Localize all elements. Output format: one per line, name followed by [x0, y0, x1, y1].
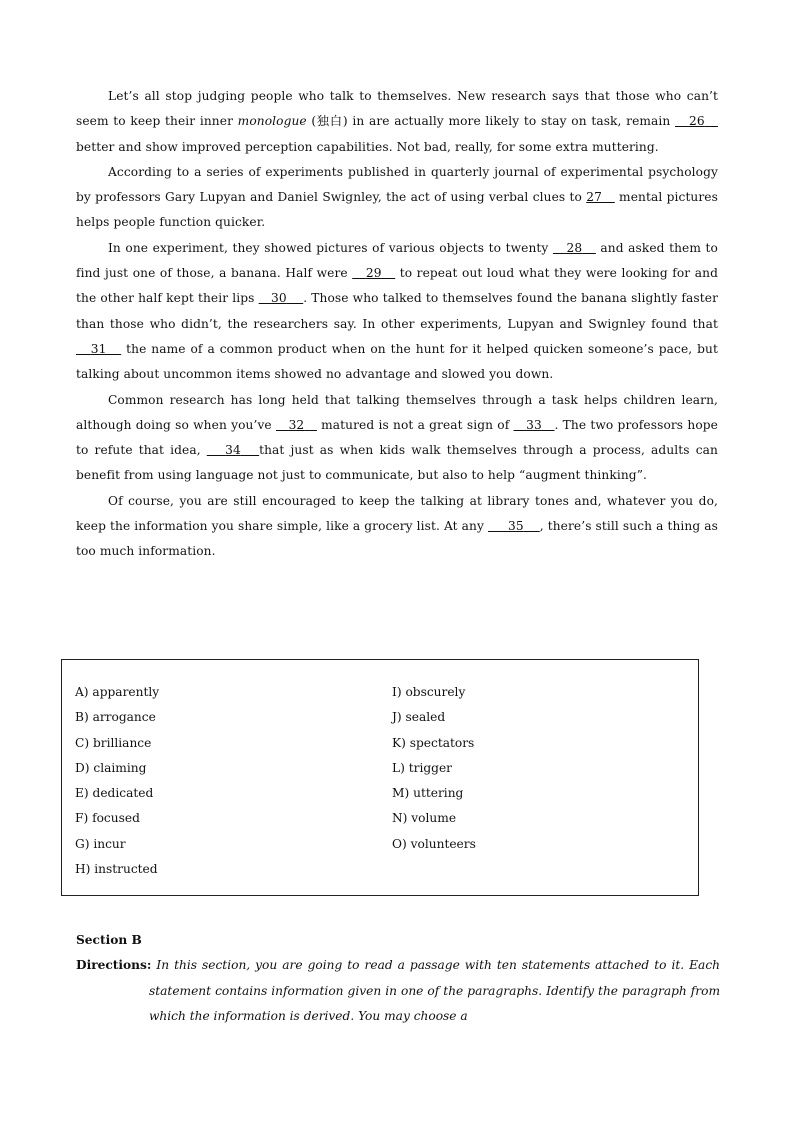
- paragraph-2: According to a series of experiments published in quarterly journal of experimental psychology by professors Gary Lupyan and Daniel Swignley, the act of using verbal clues to 27 mental pictures helps people function quicker.: [76, 164, 718, 230]
- italic-term: monologue: [237, 114, 307, 129]
- paragraph-5: Of course, you are still encouraged to keep the talking at library tones and, whatever you do, keep the information you share simple, like a grocery list. At any 35 , there’s still such a thing as too much information.: [76, 493, 718, 559]
- option-l[interactable]: L) trigger: [392, 760, 452, 775]
- section-b: [76, 928, 720, 1029]
- option-m[interactable]: M) uttering: [392, 786, 464, 801]
- blank-30[interactable]: 30: [271, 291, 287, 306]
- blank-27[interactable]: 27: [586, 190, 602, 205]
- section-b-directions: [76, 953, 720, 1029]
- word-bank-left-column: [75, 680, 159, 882]
- paragraph-3: In one experiment, they showed pictures of various objects to twenty 28 and asked them to find just one of those, a banana. Half were 29 to repeat out loud what they were looking for and the other half kept their lips 30 . Those who talked to themselves found the banana slightly faster than those who didn’t, the researchers say. In other experiments, Lupyan and Swignley found that 31 the name of a common product when on the hunt for it helped quicken someone’s pace, but talking about uncommon items showed no advantage and slowed you down.: [76, 240, 718, 382]
- paragraph-4: Common research has long held that talking themselves through a task helps children learn, although doing so when you’ve 32 matured is not a great sign of 33 . The two professors hope to refute that idea, 34 that just as when kids walk themselves through a process, adults can benefit from using language not just to communicate, but also to help “augment thinking”.: [76, 392, 718, 483]
- option-h[interactable]: H) instructed: [75, 862, 158, 877]
- option-d[interactable]: D) claiming: [75, 760, 147, 775]
- option-g[interactable]: G) incur: [75, 836, 126, 851]
- blank-29[interactable]: 29: [365, 266, 382, 281]
- blank-33[interactable]: 33: [526, 417, 542, 432]
- directions-text: In this section, you are going to read a passage with ten statements attached to it. Each statement contains information given in one of the paragraphs. Identify the paragraph from which the information is derived. You may choose a: [149, 958, 720, 1023]
- section-b-title: Section B: [76, 933, 142, 947]
- blank-31[interactable]: 31: [90, 341, 107, 356]
- option-i[interactable]: I) obscurely: [392, 685, 466, 699]
- paragraph-1: Let’s all stop judging people who talk to themselves. New research says that those who can’t seem to keep their inner monologue (独白) in are actually more likely to stay on task, remain 26 better and show improved perception capabilities. Not bad, really, for some extra muttering.: [76, 89, 718, 154]
- option-b[interactable]: B) arrogance: [75, 710, 156, 725]
- option-f[interactable]: F) focused: [75, 811, 140, 826]
- option-c[interactable]: C) brilliance: [75, 735, 152, 750]
- option-k[interactable]: K) spectators: [392, 735, 475, 750]
- blank-34[interactable]: 34: [225, 443, 241, 458]
- option-n[interactable]: N) volume: [392, 811, 457, 826]
- option-o[interactable]: O) volunteers: [392, 836, 476, 851]
- blank-35[interactable]: 35: [508, 519, 524, 534]
- option-a[interactable]: A) apparently: [75, 685, 160, 699]
- word-bank-right-column: [392, 680, 476, 857]
- option-j[interactable]: J) sealed: [392, 710, 446, 725]
- blank-26[interactable]: 26: [688, 114, 705, 129]
- cloze-passage: [76, 84, 718, 565]
- blank-28[interactable]: 28: [566, 240, 583, 255]
- word-bank-box: [61, 659, 699, 896]
- option-e[interactable]: E) dedicated: [75, 786, 154, 801]
- blank-32[interactable]: 32: [288, 417, 305, 432]
- directions-label: Directions:: [76, 958, 152, 973]
